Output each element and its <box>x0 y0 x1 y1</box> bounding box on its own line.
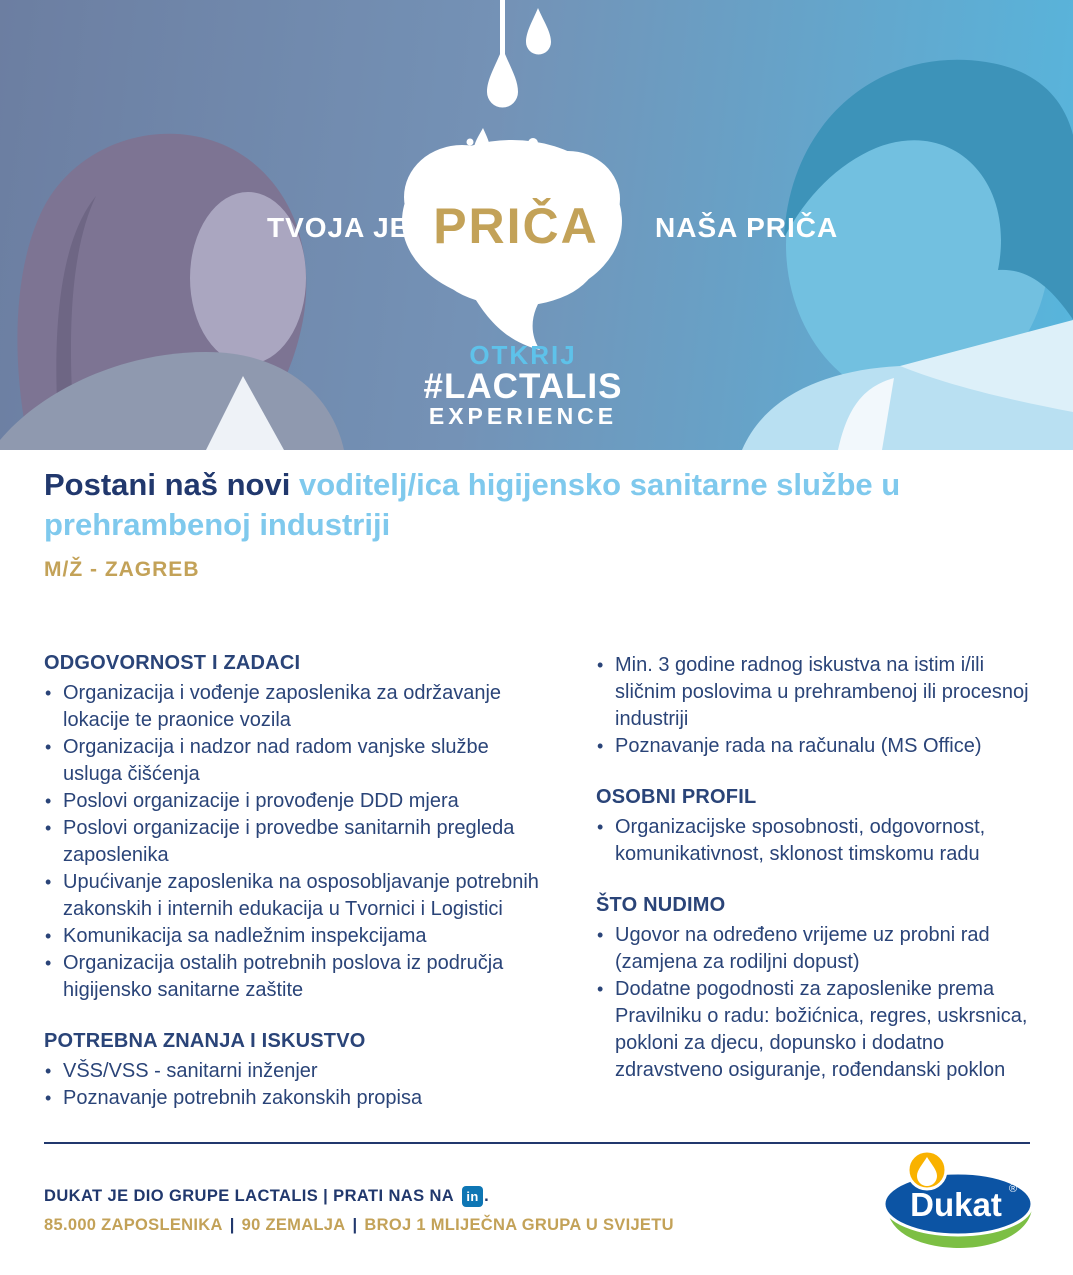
dukat-logo <box>878 1148 1042 1256</box>
section-heading: OSOBNI PROFIL <box>596 786 757 808</box>
list-item-text: Poslovi organizacije i provedbe sanitarnih pregleda zaposlenika <box>63 817 515 866</box>
bullet-icon: • <box>597 925 604 945</box>
list-item-text: Min. 3 godine radnog iskustva na istim i/ili sličnim poslovima u prehrambenoj ili procesnoj industriji <box>615 654 1029 730</box>
bullet-icon: • <box>45 926 52 946</box>
stat-item: 90 ZEMALJA <box>241 1216 346 1234</box>
bullet-list <box>44 680 552 1004</box>
milk-drip-icon <box>487 0 551 108</box>
bullet-icon: • <box>45 872 52 892</box>
stats-separator: | <box>229 1216 235 1234</box>
hero-bubble-word: PRIČA <box>433 198 599 254</box>
section-right-continued <box>596 652 1030 760</box>
bullet-list <box>596 922 1030 1084</box>
job-title <box>44 465 1034 545</box>
footer-company-text: DUKAT JE DIO GRUPE LACTALIS | PRATI NAS NA <box>44 1187 455 1205</box>
bullet-icon: • <box>597 979 604 999</box>
hero-cta-experience: EXPERIENCE <box>428 403 618 429</box>
section-to-nudimo <box>596 894 1030 1084</box>
list-item <box>596 922 1030 976</box>
list-item-text: Dodatne pogodnosti za zaposlenike prema Pravilniku o radu: božićnica, regres, uskrsnica, pokloni za djecu, dopunsko i dodatno zdravstveno osiguranje, rođendanski poklon <box>615 978 1028 1081</box>
list-item <box>44 680 552 734</box>
list-item-text: Organizacija ostalih potrebnih poslova iz područja higijensko sanitarne zaštite <box>63 952 504 1001</box>
woman-photo <box>0 134 344 450</box>
linkedin-icon[interactable]: in <box>462 1186 483 1207</box>
bullet-icon: • <box>597 736 604 756</box>
bullet-icon: • <box>597 817 604 837</box>
job-details <box>44 652 1030 1138</box>
list-item <box>44 788 552 815</box>
hero-cta-hashtag-lactalis: #LACTALIS <box>423 367 623 406</box>
logo-registered-mark: ® <box>1008 1183 1018 1195</box>
list-item <box>44 1058 552 1085</box>
man-photo <box>742 60 1073 450</box>
bullet-list <box>596 652 1030 760</box>
list-item-text: Komunikacija sa nadležnim inspekcijama <box>63 925 427 947</box>
section-heading: ŠTO NUDIMO <box>596 894 726 916</box>
job-location: M/Ž - ZAGREB <box>44 558 200 581</box>
section-heading: ODGOVORNOST I ZADACI <box>44 652 301 674</box>
footer-divider <box>44 1142 1030 1144</box>
stats-separator: | <box>352 1216 358 1234</box>
footer-period: . <box>484 1187 490 1205</box>
bullet-icon: • <box>45 683 52 703</box>
list-item <box>596 652 1030 733</box>
list-item-text: Organizacija i nadzor nad radom vanjske službe usluga čišćenja <box>63 736 489 785</box>
list-item-text: Ugovor na određeno vrijeme uz probni rad (zamjena za rodiljni dopust) <box>615 924 990 973</box>
job-title-position: voditelj/ica higijensko sanitarne službe u prehrambenoj industriji <box>44 467 901 542</box>
footer <box>44 1186 674 1235</box>
list-item-text: Upućivanje zaposlenika na osposobljavanje potrebnih zakonskih i internih edukacija u Tvornici i Logistici <box>63 871 539 920</box>
logo-wordmark: Dukat <box>910 1186 1002 1223</box>
bullet-icon: • <box>45 791 52 811</box>
list-item-text: Poslovi organizacije i provođenje DDD mjera <box>63 790 459 812</box>
bullet-icon: • <box>45 1088 52 1108</box>
hero-cta-otkrij: OTKRIJ <box>469 340 577 370</box>
section-osobni-profil <box>596 786 1030 868</box>
section-heading: POTREBNA ZNANJA I ISKUSTVO <box>44 1030 366 1052</box>
section-potrebna-znanja-i-iskustvo <box>44 1030 552 1112</box>
list-item-text: VŠS/VSS - sanitarni inženjer <box>63 1060 318 1082</box>
bullet-list <box>44 1058 552 1112</box>
section-odgovornost-i-zadaci <box>44 652 552 1004</box>
bullet-icon: • <box>45 1061 52 1081</box>
bullet-icon: • <box>45 953 52 973</box>
bullet-icon: • <box>45 818 52 838</box>
footer-stats <box>44 1216 674 1235</box>
list-item <box>44 923 552 950</box>
bullet-icon: • <box>597 655 604 675</box>
list-item <box>596 733 1030 760</box>
list-item-text: Organizacija i vođenje zaposlenika za održavanje lokacije te praonice vozila <box>63 682 502 731</box>
job-title-prefix: Postani naš novi <box>44 467 291 502</box>
stat-item: 85.000 ZAPOSLENIKA <box>44 1216 223 1234</box>
list-item <box>44 950 552 1004</box>
bullet-list <box>596 814 1030 868</box>
list-item <box>596 814 1030 868</box>
job-title-block <box>44 465 1034 582</box>
column-right <box>596 652 1030 1138</box>
list-item <box>44 869 552 923</box>
list-item <box>596 976 1030 1084</box>
hero-tagline-right: NAŠA PRIČA <box>655 212 839 243</box>
footer-company-line <box>44 1186 674 1207</box>
hero-tagline-left: TVOJA JE <box>267 212 410 243</box>
list-item-text: Organizacijske sposobnosti, odgovornost, komunikativnost, sklonost timskomu radu <box>615 816 986 865</box>
bullet-icon: • <box>45 737 52 757</box>
list-item-text: Poznavanje potrebnih zakonskih propisa <box>63 1087 423 1109</box>
list-item <box>44 1085 552 1112</box>
column-left <box>44 652 552 1138</box>
list-item-text: Poznavanje rada na računalu (MS Office) <box>615 735 982 757</box>
list-item <box>44 815 552 869</box>
list-item <box>44 734 552 788</box>
stat-item: BROJ 1 MLIJEČNA GRUPA U SVIJETU <box>364 1216 674 1234</box>
hero-banner <box>0 0 1073 450</box>
